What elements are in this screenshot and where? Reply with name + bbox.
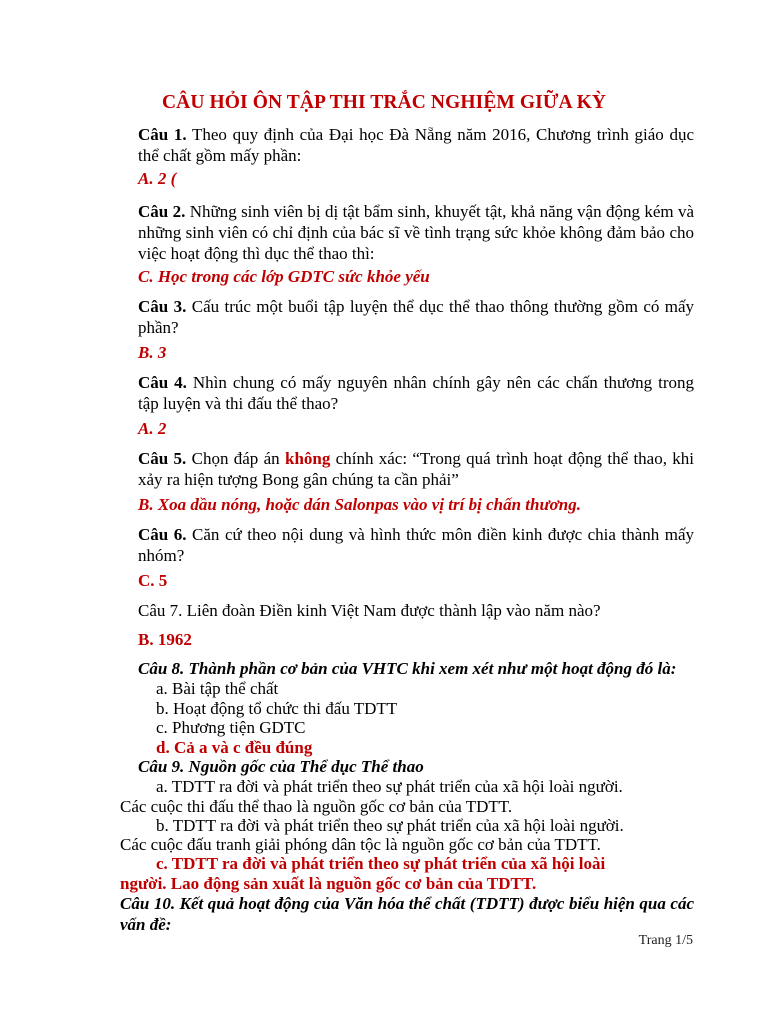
page-title: CÂU HỎI ÔN TẬP THI TRẮC NGHIỆM GIỮA KỲ	[161, 92, 607, 113]
question-6-label: Câu 6.	[138, 525, 187, 544]
question-8-option-c: c. Phương tiện GDTC	[156, 718, 306, 737]
answer-5: B. Xoa dầu nóng, hoặc dán Salonpas vào vị trí bị chấn thương.	[138, 495, 581, 514]
question-1	[138, 124, 694, 166]
answer-9-line2: người. Lao động sản xuất là nguồn gốc cơ bản của TDTT.	[120, 874, 537, 893]
answer-3: B. 3	[138, 343, 167, 362]
answer-2: C. Học trong các lớp GDTC sức khỏe yếu	[138, 267, 430, 286]
question-5-text-after: chính xác: “Trong quá trình hoạt động thể thao, khi xảy ra hiện tượng Bong gân chúng ta cần phải”	[138, 449, 694, 489]
question-5-label: Câu 5.	[138, 449, 187, 468]
question-2-label: Câu 2.	[138, 202, 186, 221]
answer-7: B. 1962	[138, 630, 192, 649]
question-8: Câu 8. Thành phần cơ bản của VHTC khi xem xét như một hoạt động đó là:	[138, 659, 677, 678]
answer-9-line1: c. TDTT ra đời và phát triển theo sự phát triển của xã hội loài	[156, 854, 606, 873]
question-7	[138, 600, 694, 621]
question-9-option-a-line1: a. TDTT ra đời và phát triển theo sự phát triển của xã hội loài người.	[156, 777, 623, 796]
question-9: Câu 9. Nguồn gốc của Thể dục Thể thao	[138, 757, 424, 776]
question-4	[138, 372, 694, 414]
question-4-label: Câu 4.	[138, 373, 187, 392]
question-3	[138, 296, 694, 338]
question-2	[138, 201, 694, 264]
answer-4: A. 2	[138, 419, 167, 438]
question-5-text-before: Chọn đáp án	[191, 449, 280, 468]
question-9-option-a-line2: Các cuộc thi đấu thể thao là nguồn gốc cơ bản của TDTT.	[120, 797, 513, 816]
question-6	[138, 524, 694, 566]
question-3-text: Cấu trúc một buổi tập luyện thể dục thể thao thông thường gồm có mấy phần?	[138, 297, 695, 337]
question-9-option-b-line1: b. TDTT ra đời và phát triển theo sự phát triển của xã hội loài người.	[156, 816, 624, 835]
question-4-text: Nhìn chung có mấy nguyên nhân chính gây nên các chấn thương trong tập luyện và thi đấu thể thao?	[138, 373, 694, 413]
question-9-option-b-line2: Các cuộc đấu tranh giải phóng dân tộc là nguồn gốc cơ bản của TDTT.	[120, 835, 601, 854]
question-2-text: Những sinh viên bị dị tật bẩm sinh, khuyết tật, khả năng vận động kém và những sinh viên có chỉ định của bác sĩ về tình trạng sức khỏe không đảm bảo cho việc hoạt động thì dục thể thao thì:	[138, 202, 695, 263]
question-7-label: Câu 7.	[138, 601, 183, 620]
question-8-option-a: a. Bài tập thể chất	[156, 679, 279, 698]
question-1-label: Câu 1.	[138, 125, 187, 144]
question-1-text: Theo quy định của Đại học Đà Nẵng năm 2016, Chương trình giáo dục thể chất gồm mấy phần:	[138, 125, 694, 165]
page-number: Trang 1/5	[638, 933, 693, 948]
answer-8: d. Cả a và c đều đúng	[156, 738, 313, 757]
question-10: Câu 10. Kết quả hoạt động của Văn hóa thể chất (TDTT) được biểu hiện qua các vấn đề:	[120, 894, 694, 934]
question-7-text: Liên đoàn Điền kinh Việt Nam được thành lập vào năm nào?	[186, 601, 601, 620]
question-5-keyword: không	[284, 449, 331, 468]
question-8-option-b: b. Hoạt động tổ chức thi đấu TDTT	[156, 699, 398, 718]
question-3-label: Câu 3.	[138, 297, 187, 316]
answer-1: A. 2 (	[138, 169, 177, 188]
answer-6: C. 5	[138, 571, 168, 590]
question-6-text: Căn cứ theo nội dung và hình thức môn điền kinh được chia thành mấy nhóm?	[138, 525, 695, 565]
question-5	[138, 448, 694, 490]
